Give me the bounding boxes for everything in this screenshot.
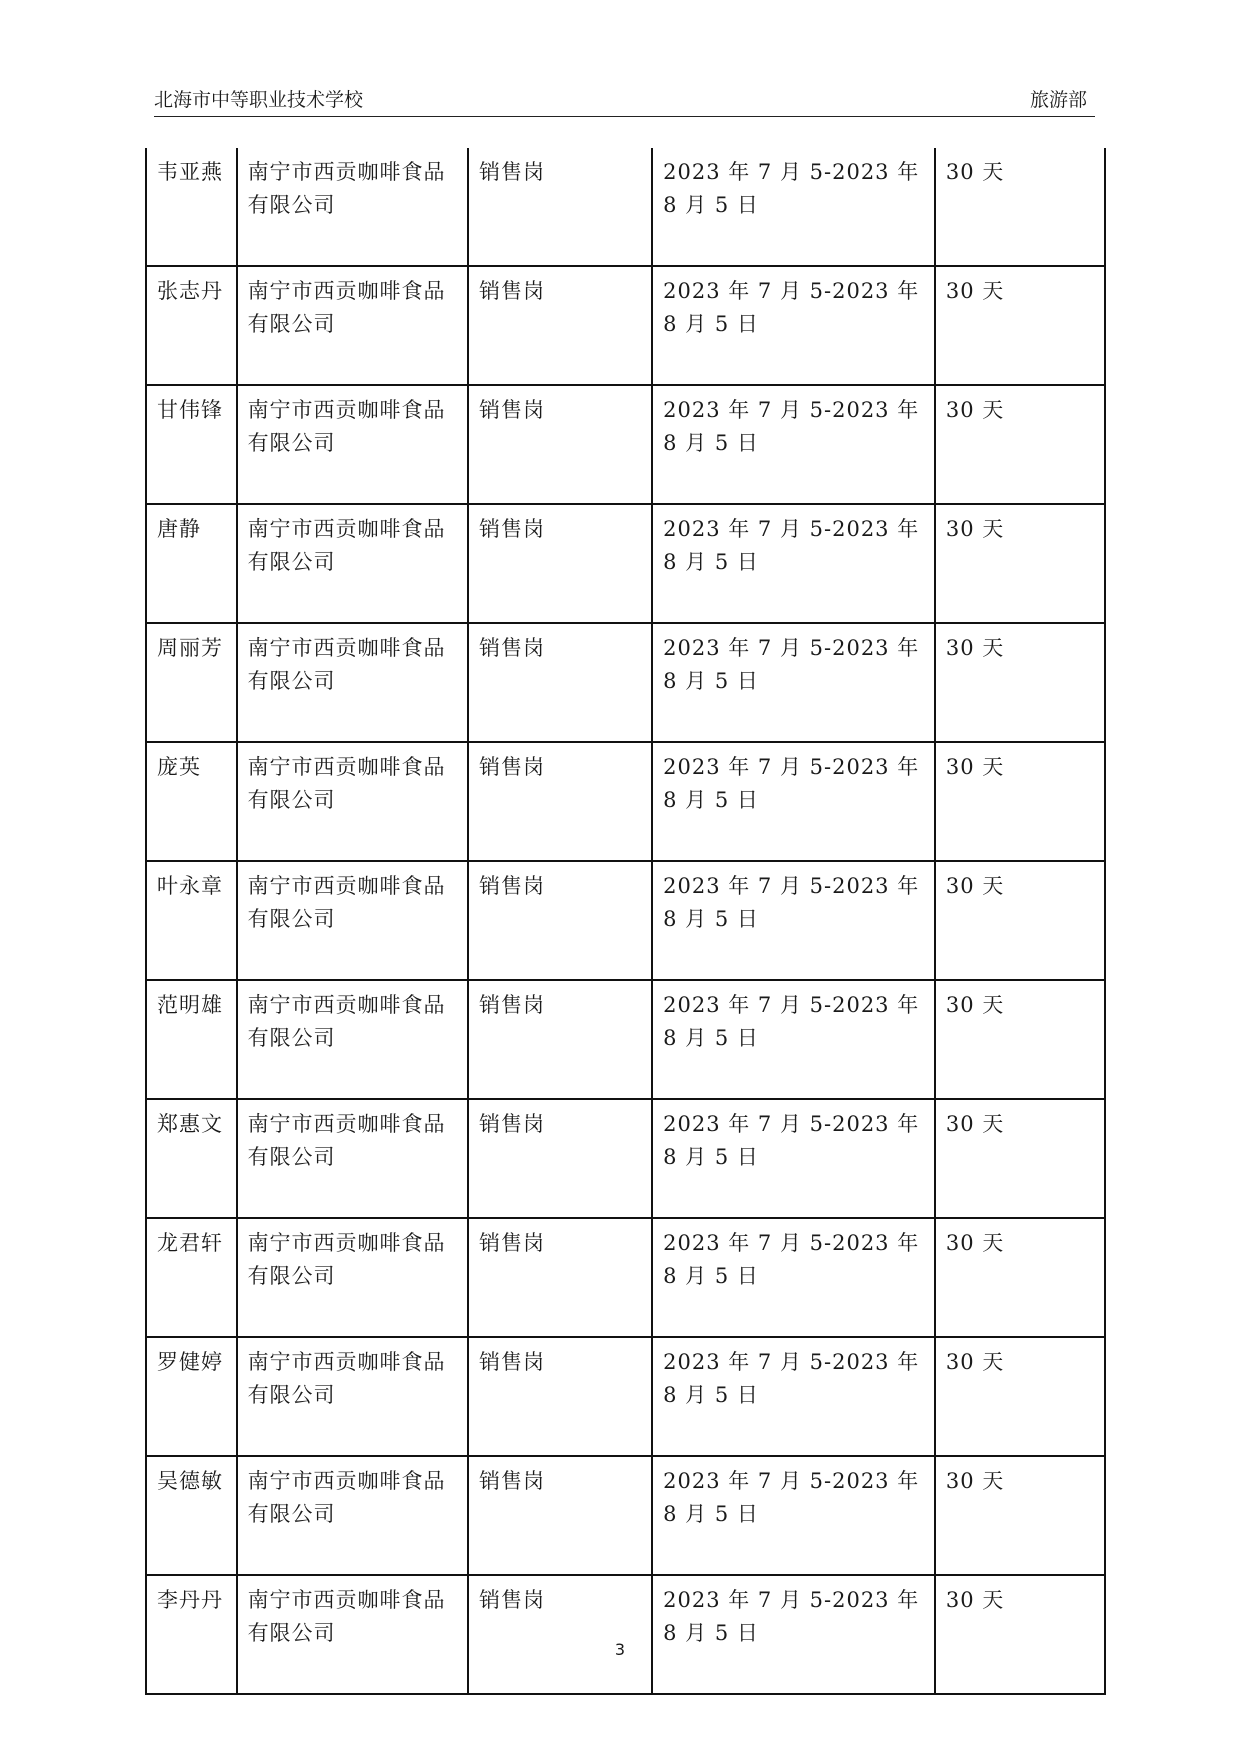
company-name: 南宁市西贡咖啡食品有限公司 — [237, 1337, 468, 1456]
company-name: 南宁市西贡咖啡食品有限公司 — [237, 861, 468, 980]
company-name: 南宁市西贡咖啡食品有限公司 — [237, 742, 468, 861]
internship-duration: 30 天 — [935, 623, 1105, 742]
internship-period: 2023 年 7 月 5-2023 年 8 月 5 日 — [652, 266, 935, 385]
student-name: 庞英 — [146, 742, 237, 861]
page-number: 3 — [614, 1640, 626, 1659]
job-position: 销售岗 — [468, 1337, 652, 1456]
job-position: 销售岗 — [468, 980, 652, 1099]
internship-period: 2023 年 7 月 5-2023 年 8 月 5 日 — [652, 861, 935, 980]
internship-period: 2023 年 7 月 5-2023 年 8 月 5 日 — [652, 1575, 935, 1694]
internship-duration: 30 天 — [935, 1456, 1105, 1575]
internship-period: 2023 年 7 月 5-2023 年 8 月 5 日 — [652, 1218, 935, 1337]
internship-duration: 30 天 — [935, 742, 1105, 861]
job-position: 销售岗 — [468, 1218, 652, 1337]
internship-duration: 30 天 — [935, 1099, 1105, 1218]
student-name: 李丹丹 — [146, 1575, 237, 1694]
company-name: 南宁市西贡咖啡食品有限公司 — [237, 1575, 468, 1694]
department-name: 旅游部 — [1029, 89, 1087, 111]
company-name: 南宁市西贡咖啡食品有限公司 — [237, 1456, 468, 1575]
internship-duration: 30 天 — [935, 861, 1105, 980]
student-name: 吴德敏 — [146, 1456, 237, 1575]
student-name: 甘伟锋 — [146, 385, 237, 504]
job-position: 销售岗 — [468, 1575, 652, 1694]
page-header — [154, 86, 1095, 117]
internship-duration: 30 天 — [935, 1218, 1105, 1337]
job-position: 销售岗 — [468, 385, 652, 504]
internship-period: 2023 年 7 月 5-2023 年 8 月 5 日 — [652, 1337, 935, 1456]
internship-table — [145, 148, 1106, 1695]
student-name: 张志丹 — [146, 266, 237, 385]
student-name: 罗健婷 — [146, 1337, 237, 1456]
job-position: 销售岗 — [468, 148, 652, 266]
table-row — [146, 1099, 1105, 1218]
student-name: 唐静 — [146, 504, 237, 623]
job-position: 销售岗 — [468, 504, 652, 623]
table-row — [146, 861, 1105, 980]
table-row — [146, 504, 1105, 623]
student-name: 龙君轩 — [146, 1218, 237, 1337]
internship-duration: 30 天 — [935, 504, 1105, 623]
table-row — [146, 266, 1105, 385]
student-name: 郑惠文 — [146, 1099, 237, 1218]
internship-period: 2023 年 7 月 5-2023 年 8 月 5 日 — [652, 742, 935, 861]
internship-period: 2023 年 7 月 5-2023 年 8 月 5 日 — [652, 148, 935, 266]
internship-period: 2023 年 7 月 5-2023 年 8 月 5 日 — [652, 385, 935, 504]
student-name: 周丽芳 — [146, 623, 237, 742]
internship-duration: 30 天 — [935, 1337, 1105, 1456]
job-position: 销售岗 — [468, 623, 652, 742]
internship-duration: 30 天 — [935, 385, 1105, 504]
internship-duration: 30 天 — [935, 148, 1105, 266]
internship-period: 2023 年 7 月 5-2023 年 8 月 5 日 — [652, 980, 935, 1099]
internship-period: 2023 年 7 月 5-2023 年 8 月 5 日 — [652, 623, 935, 742]
company-name: 南宁市西贡咖啡食品有限公司 — [237, 1099, 468, 1218]
job-position: 销售岗 — [468, 266, 652, 385]
student-name: 叶永章 — [146, 861, 237, 980]
company-name: 南宁市西贡咖啡食品有限公司 — [237, 980, 468, 1099]
table-row — [146, 742, 1105, 861]
company-name: 南宁市西贡咖啡食品有限公司 — [237, 385, 468, 504]
company-name: 南宁市西贡咖啡食品有限公司 — [237, 1218, 468, 1337]
internship-period: 2023 年 7 月 5-2023 年 8 月 5 日 — [652, 1099, 935, 1218]
table-row — [146, 148, 1105, 266]
table-row — [146, 385, 1105, 504]
student-name: 范明雄 — [146, 980, 237, 1099]
table-row — [146, 1456, 1105, 1575]
company-name: 南宁市西贡咖啡食品有限公司 — [237, 148, 468, 266]
table-row — [146, 623, 1105, 742]
internship-period: 2023 年 7 月 5-2023 年 8 月 5 日 — [652, 504, 935, 623]
table-row — [146, 1575, 1105, 1694]
school-name: 北海市中等职业技术学校 — [154, 89, 364, 111]
job-position: 销售岗 — [468, 861, 652, 980]
internship-duration: 30 天 — [935, 980, 1105, 1099]
table-row — [146, 1218, 1105, 1337]
internship-period: 2023 年 7 月 5-2023 年 8 月 5 日 — [652, 1456, 935, 1575]
job-position: 销售岗 — [468, 1456, 652, 1575]
table-row — [146, 1337, 1105, 1456]
job-position: 销售岗 — [468, 1099, 652, 1218]
company-name: 南宁市西贡咖啡食品有限公司 — [237, 504, 468, 623]
table-row — [146, 980, 1105, 1099]
company-name: 南宁市西贡咖啡食品有限公司 — [237, 266, 468, 385]
job-position: 销售岗 — [468, 742, 652, 861]
internship-duration: 30 天 — [935, 266, 1105, 385]
internship-duration: 30 天 — [935, 1575, 1105, 1694]
student-name: 韦亚燕 — [146, 148, 237, 266]
company-name: 南宁市西贡咖啡食品有限公司 — [237, 623, 468, 742]
